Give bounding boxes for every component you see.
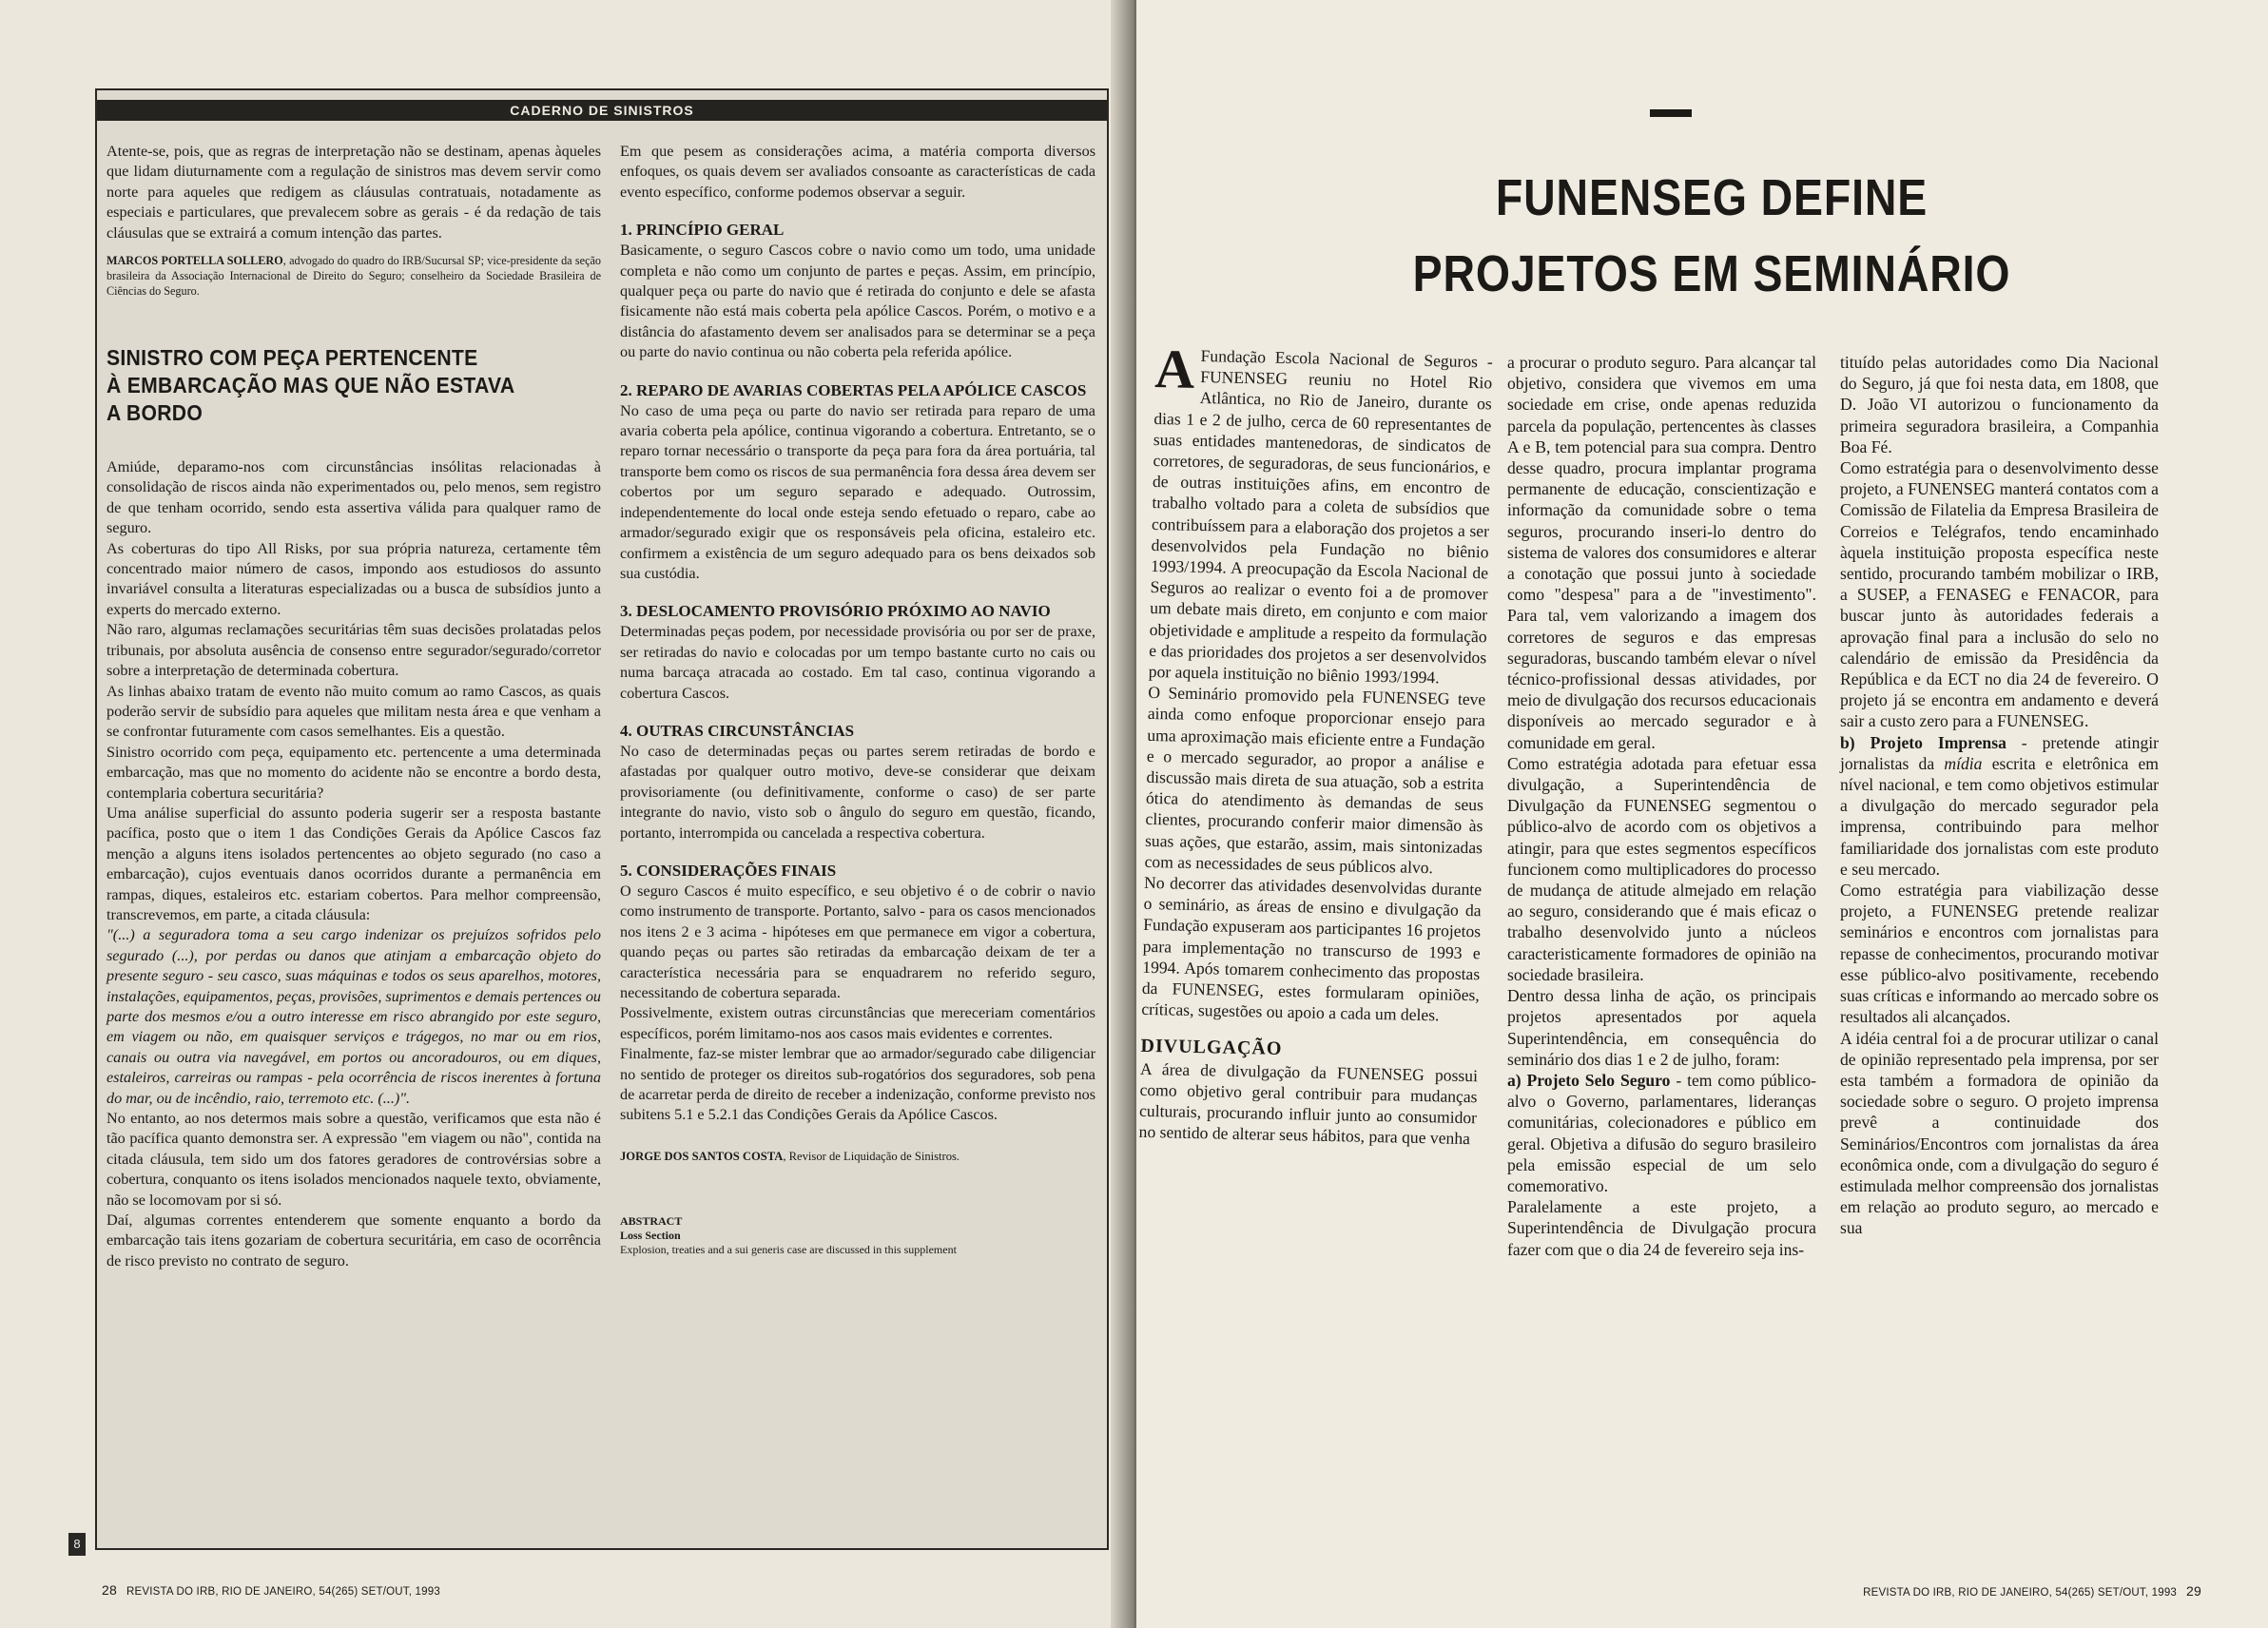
subheading: DIVULGAÇÃO	[1140, 1035, 1283, 1059]
body-paragraph: No caso de uma peça ou parte do navio ser retirada para reparo de uma avaria coberta pela apólice, continua vigorando a cobertura. Entretanto, se o reparo tornar necessário o transporte da peça para fora da área portuária, tal transporte bem como os riscos de sua permanência fora dessa área devem ser cobertos por um seguro separado e adequado. Outrossim, independentemente do local onde esteja sendo efetuado o reparo, cabe ao armador/segurado exigir que os responsáveis pela oficina, estaleiro etc. confirmem a existência de um seguro adequado para os bens deixados sob sua custódia.	[620, 401, 1095, 582]
body-paragraph: Amiúde, deparamo-nos com circunstâncias insólitas relacionadas à consolidação de riscos ainda não experimentados ou, pelo menos, sem registro de que tenham ocorrido, sendo esta assertiva válida para qualquer ramo de seguro.	[107, 458, 601, 537]
body-paragraph: Paralelamente a este projeto, a Superintendência de Divulgação procura fazer com que o dia 24 de fevereiro seja ins-	[1507, 1197, 1816, 1259]
section-title: 3. DESLOCAMENTO PROVISÓRIO PRÓXIMO AO NAVIO	[620, 602, 1051, 621]
byline-name: MARCOS PORTELLA SOLLERO	[107, 254, 283, 268]
right-page	[1136, 0, 2268, 1628]
body-paragraph: Não raro, algumas reclamações securitárias têm suas decisões prolatadas pelos tribunais, por absoluta ausência de consenso entre segurador/segurado/corretor sobre a interpretação de determinada cobertura.	[107, 621, 601, 680]
body-paragraph: A idéia central foi a de procurar utilizar o canal de opinião representado pela imprensa, por ser esta também a formadora de opinião da sociedade sobre o seguro. O projeto imprensa prevê a continuidade dos Seminários/Encontros com jornalistas da área econômica onde, com a divulgação do seguro é estimulada melhor compreensão dos jornalistas em relação ao produto seguro, ao mercado e sua	[1840, 1028, 2159, 1238]
abstract-section: Loss Section	[620, 1229, 681, 1243]
project-label: b) Projeto Imprensa	[1840, 732, 2006, 752]
project-text: escrita e eletrônica em nível nacional, e tem como objetivos estimular a divulgação do mercado segurador pela imprensa, contribuindo para melhor familiaridade dos jornalistas com este produto e seu mercado.	[1840, 753, 2159, 879]
abstract	[620, 1214, 1095, 1257]
caderno-box	[95, 88, 1109, 1550]
decorative-dash	[1650, 109, 1692, 117]
body-paragraph: As linhas abaixo tratam de evento não muito comum ao ramo Cascos, as quais poderão servir de subsídio para aqueles que militam nesta área e que venham a se confrontar futuramente com casos semelhantes. Eis a questão.	[107, 682, 601, 741]
headline-line-1: FUNENSEG DEFINE	[1495, 169, 1929, 226]
headline-line-2: PROJETOS EM SEMINÁRIO	[1412, 245, 2011, 302]
section-title: 1. PRINCÍPIO GERAL	[620, 221, 785, 240]
lead-paragraph	[1148, 338, 1493, 689]
body-paragraph: Basicamente, o seguro Cascos cobre o navio como um todo, uma unidade completa e não como um conjunto de partes e peças. Assim, em princípio, qualquer peça ou parte do navio que é retirada do conjunto e dele se afasta fisicamente não está mais coberta pela apólice Cascos. Porém, o motivo e a distância do afastamento devem ser analisados para se determinar se a peça ou parte do navio continua ou não coberta pela referida apólice.	[620, 242, 1095, 361]
body-paragraph: Possivelmente, existem outras circunstâncias que mereceriam comentários específicos, porém limitamo-nos aos casos mais evidentes e correntes.	[620, 1004, 1095, 1042]
signature-name: JORGE DOS SANTOS COSTA	[620, 1149, 784, 1163]
right-footer	[1863, 1583, 2201, 1599]
section-title: 5. CONSIDERAÇÕES FINAIS	[620, 861, 837, 880]
right-page-number: 29	[2186, 1583, 2201, 1599]
body-paragraph: Finalmente, faz-se mister lembrar que ao armador/segurado cabe diligenciar no sentido de proteger os direitos sub-rogatórios dos seguradores, sob pena de acarretar perda de direito de receber a indenização, conforme previsto nos subitens 5.1 e 5.2.1 das Condições Gerais da Apólice Cascos.	[620, 1045, 1095, 1124]
body-paragraph: Em que pesem as considerações acima, a matéria comporta diversos enfoques, os quais devem ser avaliados consoante as características de cada evento específico, conforme podemos observar a seguir.	[620, 143, 1095, 201]
section-title: 4. OUTRAS CIRCUNSTÂNCIAS	[620, 721, 855, 740]
body-paragraph	[1507, 1070, 1816, 1196]
left-page	[0, 0, 1132, 1628]
headline-line-1: SINISTRO COM PEÇA PERTENCENTE	[107, 345, 478, 371]
body-paragraph: Daí, algumas correntes entenderem que somente enquanto a bordo da embarcação tais itens gozariam de cobertura securitária, em caso de ocorrência de risco previsto no contrato de seguro.	[107, 1211, 601, 1269]
left-footer	[102, 1582, 440, 1598]
signature-rest: , Revisor de Liquidação de Sinistros.	[783, 1149, 960, 1163]
right-column-2	[1507, 352, 1816, 1260]
abstract-text: Explosion, treaties and a sui generis case are discussed in this supplement	[620, 1243, 957, 1257]
abstract-title: ABSTRACT	[620, 1214, 683, 1229]
byline	[107, 253, 601, 299]
body-paragraph: Determinadas peças podem, por necessidade provisória ou por ser de praxe, ser retiradas do navio e colocadas por um tempo bastante curto no cais ou numa barcaça atracada ao costado. Em tal caso, continua vigorando a cobertura Cascos.	[620, 623, 1095, 702]
body-paragraph: Dentro dessa linha de ação, os principais projetos apresentados por aquela Superintendência, em consequência do seminário dos dias 1 e 2 de julho, foram:	[1507, 986, 1816, 1069]
project-text-italic: mídia	[1944, 753, 1983, 773]
author-signature	[620, 1147, 1095, 1167]
left-column-1	[107, 142, 601, 1271]
left-column-2	[620, 142, 1095, 1257]
body-paragraph: Sinistro ocorrido com peça, equipamento etc. pertencente a uma determinada embarcação, mas que no momento do acidente não se encontre a bordo desta, contemplaria cobertura securitária?	[107, 743, 601, 802]
body-paragraph: Como estratégia para viabilização desse projeto, a FUNENSEG pretende realizar seminários e encontros com jornalistas para repasse de conhecimentos, procurando motivar esse público-alvo positivamente, recebendo suas críticas e informando ao mercado sobre os resultados ali alcançados.	[1840, 881, 2159, 1027]
body-paragraph: tituído pelas autoridades como Dia Nacional do Seguro, já que foi nesta data, em 1808, que D. João VI autorizou o funcionamento da primeira seguradora brasileira, a Companhia Boa Fé.	[1840, 353, 2159, 456]
body-paragraph: O Seminário promovido pela FUNENSEG teve ainda como enfoque proporcionar ensejo para uma aproximação mais eficiente entre a Fundação e o mercado segurador, ao propor a análise e discussão mais direta de sua atuação, sob a estrita ótica do atendimento às demandas de seus clientes, procurando conferir maior dimensão às suas ações, que estarão, assim, mais sintonizadas com as necessidades de seus públicos alvo.	[1144, 683, 1486, 878]
intro-paragraph: Atente-se, pois, que as regras de interpretação não se destinam, apenas àqueles que lidam diuturnamente com a regulação de sinistros mas devem servir como norte para aqueles que redigem as cláusulas contratuais, notadamente as especiais e particulares, que prevalecem sobre as gerais - é da redação de tais cláusulas que se extrairá a comum intenção das partes.	[107, 143, 601, 242]
left-footer-text: REVISTA DO IRB, RIO DE JANEIRO, 54(265) SET/OUT, 1993	[126, 1586, 440, 1598]
page-section-marker: 8	[68, 1533, 86, 1556]
body-paragraph: Uma análise superficial do assunto poderia sugerir ser a resposta bastante pacífica, posto que o item 1 das Condições Gerais da Apólice Cascos faz menção a alguns itens isolados pertencentes ao objeto segurado (no caso a embarcação), cujos eventuais danos ocorridos durante a permanência em rampas, diques, estaleiros etc. estariam cobertos. Para melhor compreensão, transcrevemos, em parte, a citada cláusula:	[107, 804, 601, 923]
body-paragraph: No caso de determinadas peças ou partes serem retiradas de bordo e afastadas por qualquer outro motivo, deve-se considerar que deixam provisoriamente (ou definitivamente, conforme o caso) de ser parte integrante do navio, visto sob o ângulo do seguro em questão, ficando, portanto, interrompida ou cancelada a respectiva cobertura.	[620, 742, 1095, 842]
drop-cap: A	[1153, 338, 1196, 400]
project-text: - pretende atingir jornalistas da	[1840, 732, 2159, 773]
body-paragraph: No entanto, ao nos determos mais sobre a questão, verificamos que esta não é tão pacífica quanto demonstra ser. A expressão "em viagem ou não", contida na citada cláusula, tem sido um dos fatores geradores de controvérsias sobre a cobertura, conquanto os itens isolados mencionados naquele texto, obviamente, não se locomovam por si só.	[107, 1110, 601, 1209]
lead-text: Fundação Escola Nacional de Seguros - FUNENSEG reuniu no Hotel Rio Atlântica, no Rio de Janeiro, durante os dias 1 e 2 de julho, cerca de 60 representantes de suas entidades mantenedoras, de sindicatos de corretores, de seguradoras, de seus funcionários, e de outras instituições afins, em encontro de trabalho voltado para a coleta de subsídios que contribuíssem para a elaboração dos projetos a ser desenvolvidos pela Fundação no biênio 1993/1994. A preocupação da Escola Nacional de Seguros ao realizar o evento foi a de promover um debate mais direto, em conjunto e com maior objetividade e amplitude a respeito da formulação e das prioridades dos projetos a ser desenvolvidos por aquela instituição no biênio 1993/1994.	[1148, 346, 1493, 688]
project-text: - tem como público-alvo o Governo, parlamentares, lideranças comunitárias, colecionadores e público em geral. Objetiva a difusão do seguro brasileiro pela emissão especial de um selo comemorativo.	[1507, 1070, 1816, 1195]
article-headline	[107, 344, 561, 427]
body-paragraph: No decorrer das atividades desenvolvidas durante o seminário, as áreas de ensino e divulgação da Fundação expuseram aos participantes 16 projetos para implementação no transcurso de 1993 e 1994. Após tomarem conhecimento das propostas da FUNENSEG, estes formularam opiniões, críticas, sugestões ou apoio a cada um deles.	[1141, 872, 1483, 1025]
byline-rest: , advogado do quadro do IRB/Sucursal SP; vice-presidente da seção brasileira da Associação Internacional de Direito do Seguro; conselheiro da Sociedade Brasileira de Ciências do Seguro.	[107, 254, 601, 299]
right-column-3	[1840, 352, 2159, 1239]
body-paragraph	[1840, 732, 2159, 880]
article-headline	[1340, 160, 2084, 312]
left-page-number: 28	[102, 1582, 117, 1598]
section-bar: CADERNO DE SINISTROS	[97, 100, 1107, 121]
body-paragraph: O seguro Cascos é muito específico, e seu objetivo é o de cobrir o navio como instrumento de transporte. Portanto, salvo - para os casos mencionados nos itens 2 e 3 acima - hipóteses em que permanece em vigor a cobertura, quando peças ou partes são retiradas da embarcação deixam de ter a característica necessária para se enquadrarem no referido seguro, necessitando de cobertura separada.	[620, 882, 1095, 1001]
body-paragraph: As coberturas do tipo All Risks, por sua própria natureza, certamente têm concentrado maior número de casos, impondo aos estudiosos do assunto invariável consulta a literaturas especializadas ou a busca de subsídios junto a experts do mercado externo.	[107, 539, 601, 618]
body-paragraph: Como estratégia adotada para efetuar essa divulgação, a Superintendência de Divulgação da FUNENSEG segmentou o público-alvo de acordo com os objetivos a atingir, para que estes segmentos específicos funcionem como multiplicadores do processo de mudança de atitude almejado em relação ao seguro, considerando que é mais eficaz o trabalho desenvolvido junto a núcleos caracteristicamente formadores de opinião na sociedade brasileira.	[1507, 753, 1816, 984]
headline-line-2: À EMBARCAÇÃO MAS QUE NÃO ESTAVA	[107, 373, 515, 398]
right-column-1	[1138, 338, 1493, 1150]
section-title: 2. REPARO DE AVARIAS COBERTAS PELA APÓLICE CASCOS	[620, 380, 1087, 399]
project-label: a) Projeto Selo Seguro	[1507, 1070, 1671, 1090]
body-paragraph: Como estratégia para o desenvolvimento desse projeto, a FUNENSEG manterá contatos com a Comissão de Filatelia da Empresa Brasileira de Correios e Telégrafos, tendo encaminhado àquela instituição proposta específica neste sentido, procurando também mobilizar o IRB, a SUSEP, a FENASEG e FENACOR, para buscar junto às autoridades federais a aprovação final para a inclusão do selo no calendário de emissão da Presidência da República e da ECT no dia 24 de fevereiro. O projeto já se encontra em andamento e deverá sair a custo zero para a FUNENSEG.	[1840, 458, 2159, 731]
body-paragraph: A área de divulgação da FUNENSEG possui como objetivo geral contribuir para mudanças culturais, procurando influir junto ao consumidor no sentido de alterar seus hábitos, para que venha	[1138, 1058, 1479, 1149]
body-paragraph: a procurar o produto seguro. Para alcançar tal objetivo, considera que vivemos em uma sociedade em crise, onde apenas reduzida parcela da população, pertencentes às classes A e B, tem potencial para sua compra. Dentro desse quadro, procura implantar programa permanente de educação, conscientização e informação da comunidade sobre o tema seguros, procurando inseri-lo dentro do sistema de valores dos consumidores e alterar a conotação que possui junto à sociedade como "despesa" para a de "investimento". Para tal, vem valorizando a imagem dos corretores de seguros e das empresas seguradoras, buscando também elevar o nível técnico-profissional dessas atividades, por meio de divulgação dos recursos educacionais disponíveis ao mercado segurador e à comunidade em geral.	[1507, 353, 1816, 752]
clause-quote: "(...) a seguradora toma a seu cargo indenizar os prejuízos sofridos pelo segurado (...), por perdas ou danos que atinjam a embarcação objeto do presente seguro - seu casco, suas máquinas e todos os seus aparelhos, motores, instalações, equipamentos, peças, provisões, suprimentos e demais pertences ou parte dos mesmos e/ou a outro interesse em risco abrangido por este seguro, em viagem ou não, em quaisquer serviços e trágegos, no mar ou em rios, canais ou outra via navegável, em portos ou ancoradouros, ou em diques, estaleiros, carreiras ou rampas - pela ocorrência de riscos inerentes à fortuna do mar, ou de incêndio, raio, terremoto etc. (...)".	[107, 926, 602, 1107]
headline-line-3: A BORDO	[107, 400, 204, 426]
right-footer-text: REVISTA DO IRB, RIO DE JANEIRO, 54(265) SET/OUT, 1993	[1863, 1587, 2178, 1599]
